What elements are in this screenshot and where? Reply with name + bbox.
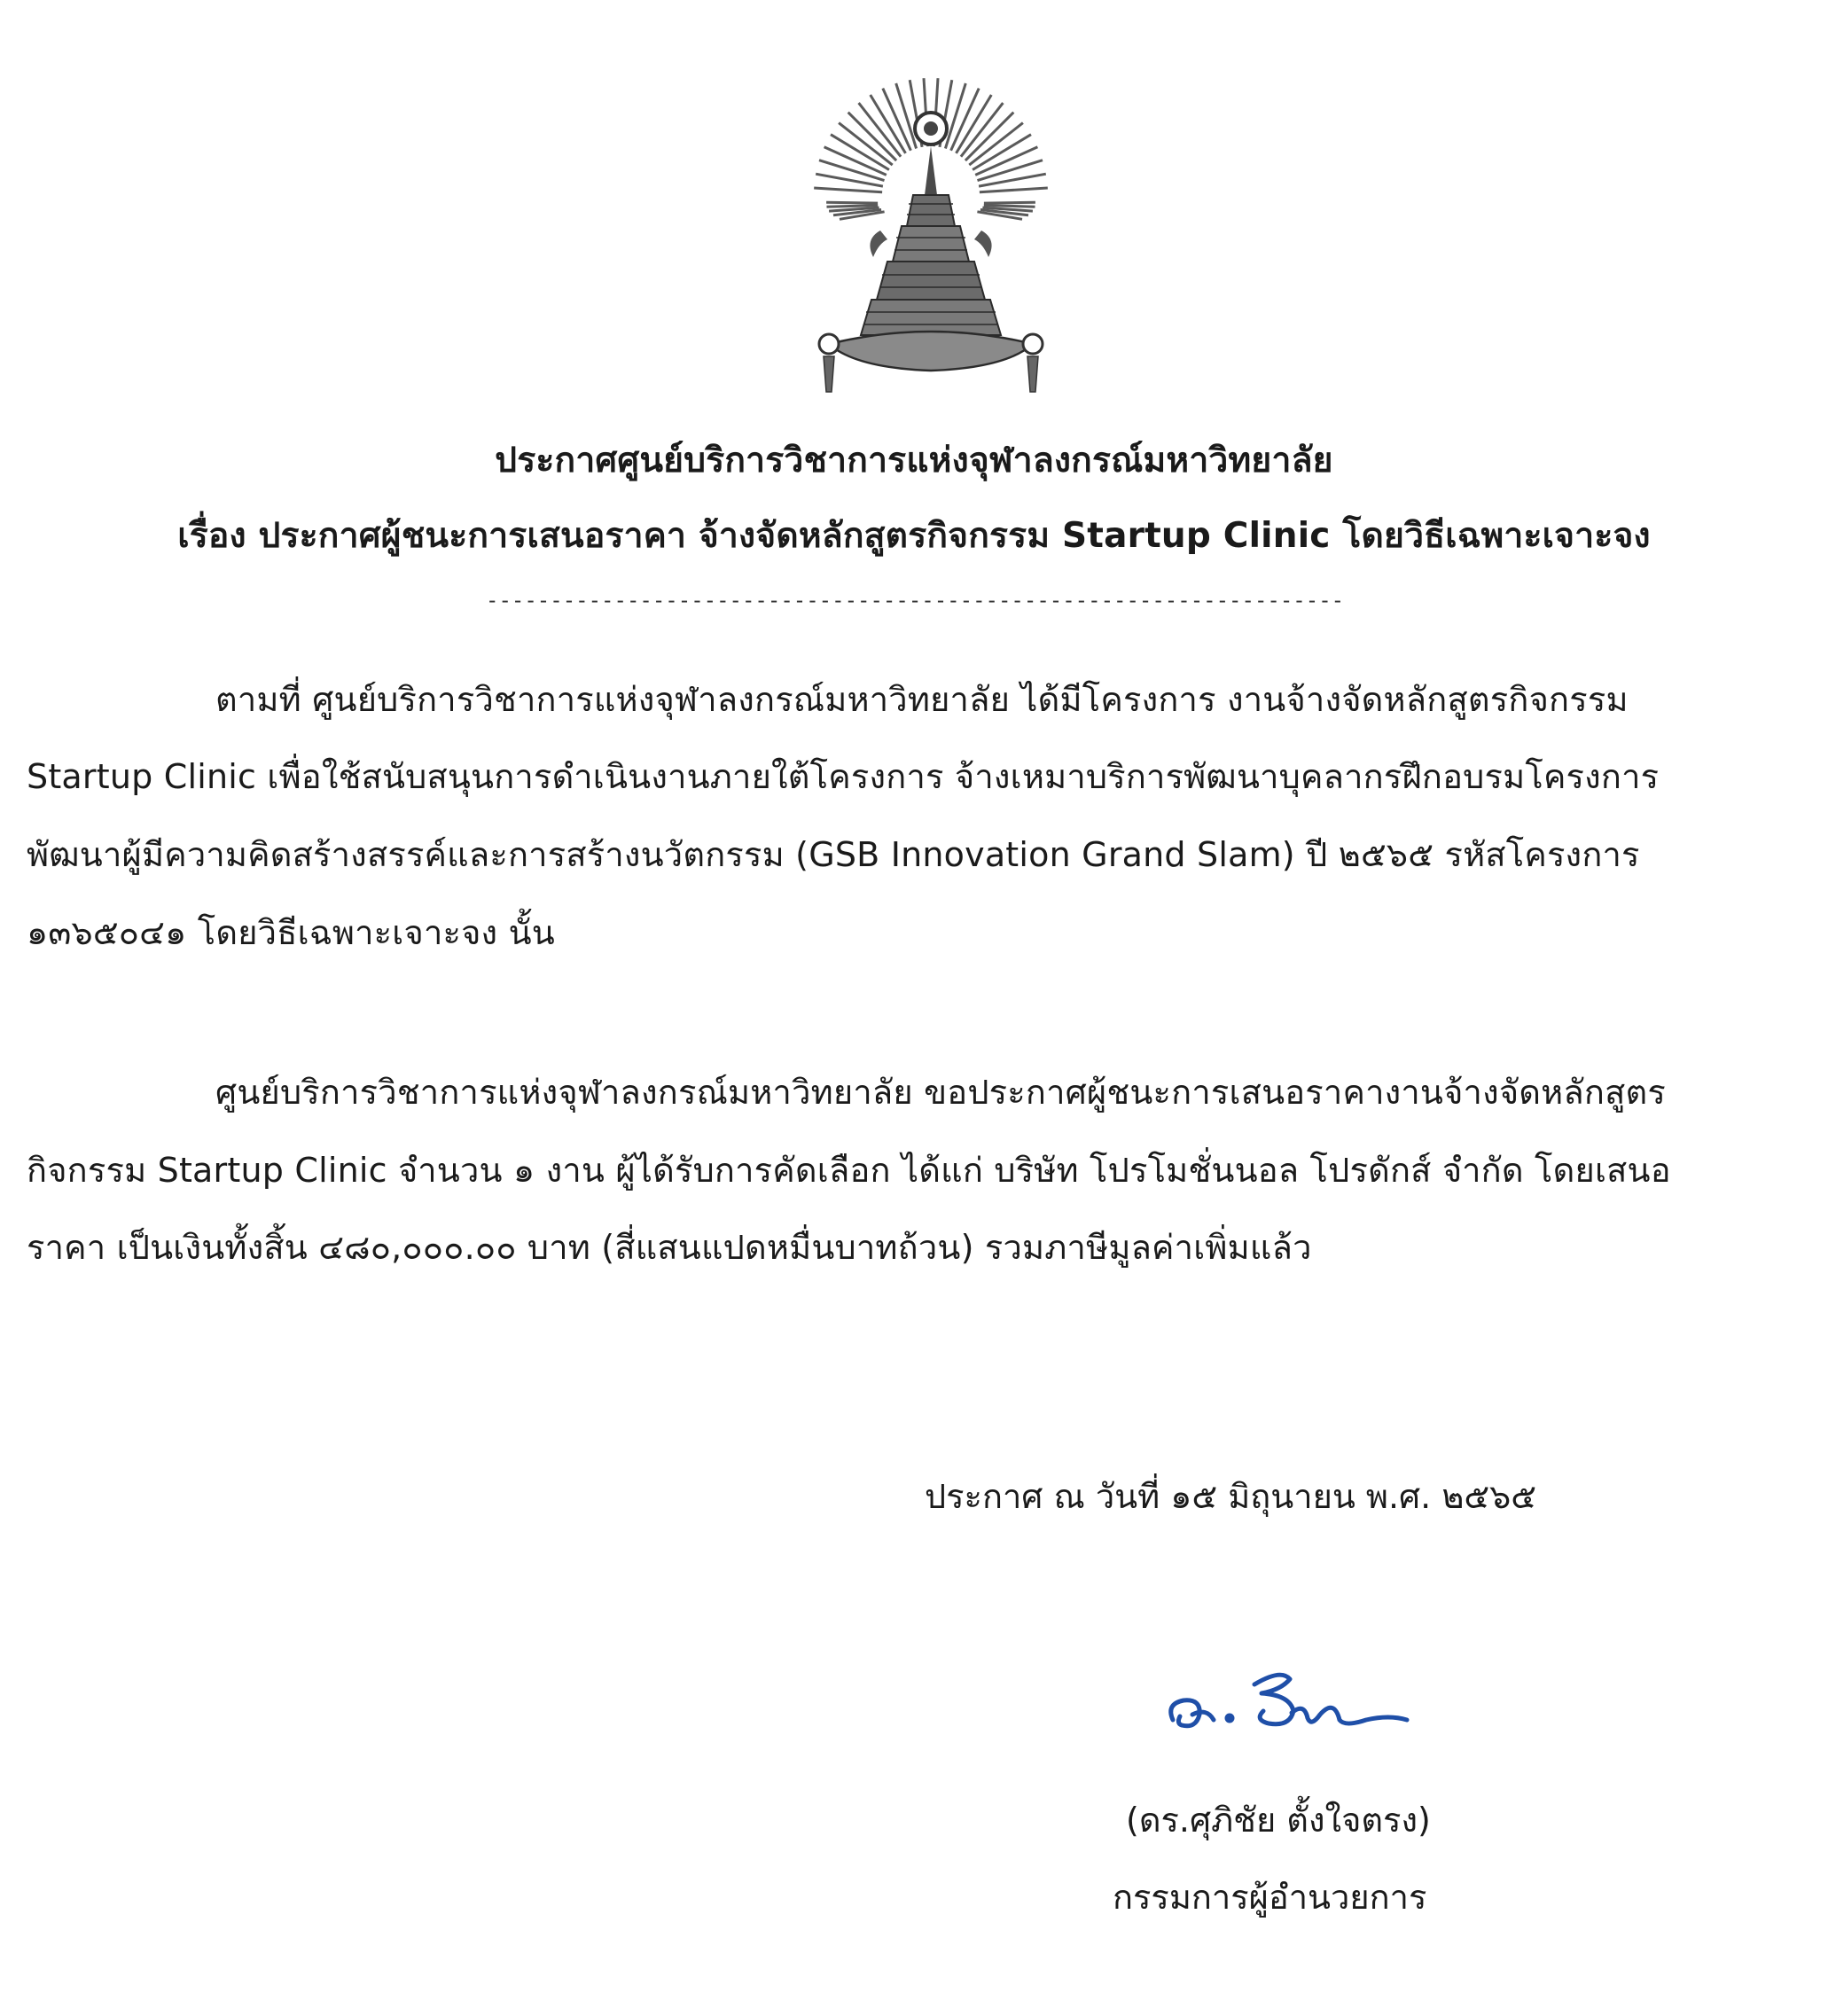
paragraph2-line: ราคา เป็นเงินทั้งสิ้น ๔๘๐,๐๐๐.๐๐ บาท (สี่แสนแปดหมื่นบาทถ้วน) รวมภาษีมูลค่าเพิ่มแล้ว <box>27 1228 1312 1267</box>
emblem-ray <box>827 206 879 207</box>
signer-name: (ดร.ศุภิชัย ตั้งใจตรง) <box>1126 1801 1431 1840</box>
paragraph1-line: พัฒนาผู้มีความคิดสร้างสรรค์และการสร้างนวัตกรรม (GSB Innovation Grand Slam) ปี ๒๕๖๕ รหัสโครงการ <box>27 835 1640 874</box>
emblem-ray <box>814 188 882 192</box>
announcement-title: ประกาศศูนย์บริการวิชาการแห่งจุฬาลงกรณ์มหาวิทยาลัย <box>495 441 1333 481</box>
title-divider: ------------------------------------------------------------------- <box>486 588 1345 613</box>
paragraph1-line: ๑๓๖๕๐๔๑ โดยวิธีเฉพาะเจาะจง นั้น <box>27 913 555 952</box>
paragraph2-line: ศูนย์บริการวิชาการแห่งจุฬาลงกรณ์มหาวิทยาลัย ขอประกาศผู้ชนะการเสนอราคางานจ้างจัดหลักสูตร <box>215 1073 1667 1112</box>
handwritten-signature <box>1157 1649 1423 1746</box>
signer-title: กรรมการผู้อำนวยการ <box>1113 1878 1427 1917</box>
announcement-subject: เรื่อง ประกาศผู้ชนะการเสนอราคา จ้างจัดหลักสูตรกิจกรรม Startup Clinic โดยวิธีเฉพาะเจาะจง <box>177 516 1651 556</box>
announcement-date: ประกาศ ณ วันที่ ๑๕ มิถุนายน พ.ศ. ๒๕๖๕ <box>925 1477 1537 1516</box>
paragraph2-line: กิจกรรม Startup Clinic จำนวน ๑ งาน ผู้ได้รับการคัดเลือก ได้แก่ บริษัท โปรโมชั่นนอล โปรดักส์ จำกัด โดยเสนอ <box>27 1151 1671 1190</box>
emblem-ray <box>984 202 1035 203</box>
paragraph1-line: ตามที่ ศูนย์บริการวิชาการแห่งจุฬาลงกรณ์มหาวิทยาลัย ได้มีโครงการ งานจ้างจัดหลักสูตรกิจกรรม <box>215 680 1629 719</box>
emblem-ray <box>984 206 1035 207</box>
emblem-ray <box>980 188 1048 192</box>
paragraph1-line: Startup Clinic เพื่อใช้สนับสนุนการดำเนินงานภายใต้โครงการ จ้างเหมาบริการพัฒนาบุคลากรฝึกอบรมโครงการ <box>27 757 1660 796</box>
university-emblem-icon <box>802 62 1059 417</box>
emblem-ray <box>826 202 878 203</box>
